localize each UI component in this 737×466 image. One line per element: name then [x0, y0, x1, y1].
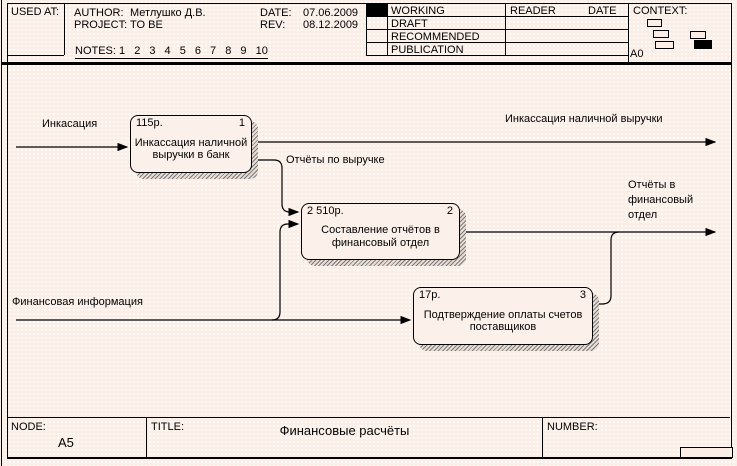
used-at-label: USED AT:	[11, 6, 60, 18]
label-input-fininfo: Финансовая информация	[12, 296, 143, 308]
activity-1-number: 1	[238, 117, 245, 129]
status-working-label: WORKING	[391, 5, 445, 17]
status-draft-label: DRAFT	[391, 18, 428, 30]
notes-label: NOTES:	[75, 45, 116, 57]
number-label: NUMBER:	[547, 421, 598, 433]
context-thumb-box-3	[655, 41, 674, 49]
used-at-divider	[64, 3, 65, 55]
author-label: AUTHOR:	[74, 7, 124, 19]
activity-3-name: Подтверждение оплаты счетов поставщиков	[423, 308, 583, 333]
footer-divider-2	[542, 418, 543, 457]
project-label: PROJECT:	[74, 19, 128, 31]
activity-3-number: 3	[579, 289, 586, 301]
diagram-title: Финансовые расчёты	[279, 423, 410, 438]
rev-value: 08.12.2009	[303, 19, 359, 31]
context-divider	[628, 3, 629, 62]
header-separator-line	[2, 62, 731, 65]
context-thumb-box-1	[647, 19, 662, 27]
node-label: NODE:	[11, 421, 46, 433]
activity-2-number: 2	[446, 205, 453, 217]
context-label: CONTEXT:	[633, 5, 688, 17]
number-page-box	[680, 447, 733, 458]
author-value: Метлушко Д.В.	[130, 7, 206, 19]
label-reports-findept-line1: Отчёты в	[628, 179, 676, 191]
activity-box-2[interactable]	[301, 203, 460, 260]
outer-left-border	[1, 0, 2, 466]
used-at-bottom	[8, 55, 64, 56]
label-reports-findept	[628, 178, 693, 223]
context-thumb-box-current	[694, 40, 712, 49]
activity-1-name: Инкассация наличной выручки в банк	[134, 136, 248, 161]
context-thumb-box-4	[690, 31, 706, 39]
date-column-label: DATE	[588, 5, 617, 17]
activity-2-name: Составление отчётов в финансовый отдел	[321, 224, 440, 249]
label-output-cash: Инкассация наличной выручки	[505, 113, 663, 125]
label-input-cash: Инкасация	[42, 118, 98, 130]
rev-label: REV:	[260, 19, 286, 31]
status-recommended-label: RECOMMENDED	[391, 31, 480, 43]
notes-numbers: 1 2 3 4 5 6 7 8 9 10	[119, 45, 268, 57]
activity-box-3[interactable]	[413, 287, 593, 345]
activity-1-cost: 115р.	[136, 117, 163, 129]
activity-2-cost: 2 510р.	[307, 205, 344, 217]
date-value: 07.06.2009	[303, 7, 359, 19]
status-publication-label: PUBLICATION	[391, 44, 464, 56]
label-reports-findept-line3: отдел	[628, 209, 658, 221]
node-value: A5	[58, 435, 74, 450]
project-value: TO BE	[130, 19, 163, 31]
label-reports-revenue: Отчёты по выручке	[286, 154, 385, 166]
title-label: TITLE:	[151, 421, 185, 433]
reader-column-label: READER	[510, 5, 556, 17]
label-reports-findept-line2: финансовый	[628, 194, 694, 206]
date-label: DATE:	[260, 7, 292, 19]
context-node-value: A0	[630, 48, 644, 60]
activity-box-1[interactable]	[130, 115, 252, 173]
notes-row	[75, 45, 268, 59]
activity-3-cost: 17р.	[419, 289, 441, 301]
status-working-marker	[367, 4, 387, 16]
context-thumb-box-2	[653, 30, 669, 38]
